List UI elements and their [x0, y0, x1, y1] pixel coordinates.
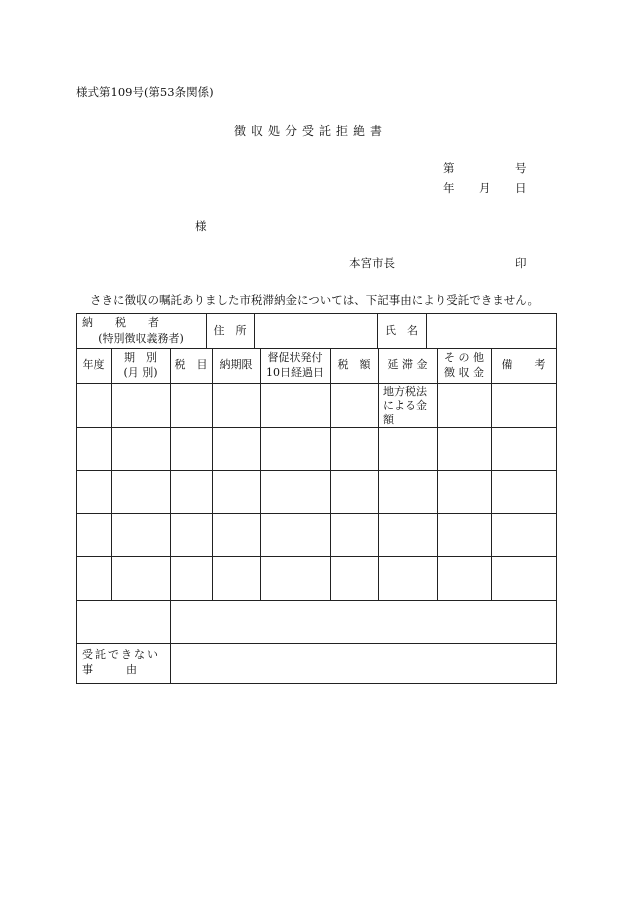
col-header-remarks: 備 考: [501, 358, 546, 371]
col-header-other: そ の 他: [444, 351, 484, 364]
table-line: [111, 348, 112, 601]
table-line: [76, 427, 557, 428]
table-line: [76, 313, 557, 314]
table-line: [254, 313, 255, 349]
table-line: [76, 348, 557, 349]
table-line: [330, 348, 331, 601]
date-month: 月: [479, 181, 491, 195]
number-suffix: 号: [515, 161, 527, 175]
col-header-demand-notice: 督促状発付: [267, 351, 323, 364]
notice-text: さきに徴収の嘱託ありました市税滞納金については、下記事由により受託できません。: [90, 293, 539, 307]
col-header-delinquency: 延 滞 金: [387, 358, 428, 371]
number-prefix: 第: [443, 161, 455, 175]
table-line: [212, 348, 213, 601]
col-header-tax-amount: 税 額: [337, 358, 371, 371]
date-day: 日: [515, 181, 527, 195]
table-line: [437, 348, 438, 601]
col-header-period-month: (月 別): [123, 366, 158, 379]
reason-label-2: [82, 663, 164, 677]
local-tax-note: 地方税法による金額: [383, 385, 427, 426]
taxpayer-label-text: 納 税 者: [82, 316, 159, 329]
table-line: [426, 313, 427, 349]
address-value[interactable]: [258, 318, 373, 344]
special-collector-label: (特別徴収義務者): [98, 332, 184, 345]
reason-value[interactable]: [174, 647, 552, 679]
form-number: 様式第109号(第53条関係): [76, 85, 214, 99]
table-line: [170, 348, 171, 684]
col-header-year: 年度: [82, 358, 105, 371]
name-label: 氏 名: [385, 324, 418, 337]
col-header-period: 期 別: [124, 351, 157, 364]
seal-mark: 印: [515, 256, 527, 270]
name-value[interactable]: [430, 318, 552, 344]
date-year: 年: [443, 181, 455, 195]
table-line: [76, 513, 557, 514]
addressee-suffix: 様: [195, 219, 207, 233]
table-line: [76, 600, 557, 601]
table-line: [76, 683, 557, 684]
col-header-ten-days: 10日経過日: [266, 366, 324, 379]
table-line: [556, 313, 557, 684]
table-line: [76, 470, 557, 471]
table-line: [491, 348, 492, 601]
reason-label: 受託できない: [82, 648, 160, 661]
issuer-name: 本宮市長: [349, 256, 395, 270]
col-header-tax-item: 税 目: [174, 358, 208, 371]
table-line: [76, 383, 557, 384]
col-header-due-date: 納期限: [219, 358, 253, 371]
document-title: 徴収処分受託拒絶書: [234, 124, 388, 138]
reason-label-2-text: 事 由: [82, 663, 137, 676]
table-line: [76, 556, 557, 557]
taxpayer-label: [82, 316, 200, 330]
col-header-other-collection: 徴 収 金: [444, 366, 484, 379]
table-line: [76, 643, 557, 644]
table-line: [378, 348, 379, 601]
table-line: [260, 348, 261, 601]
address-label: 住 所: [213, 324, 247, 337]
